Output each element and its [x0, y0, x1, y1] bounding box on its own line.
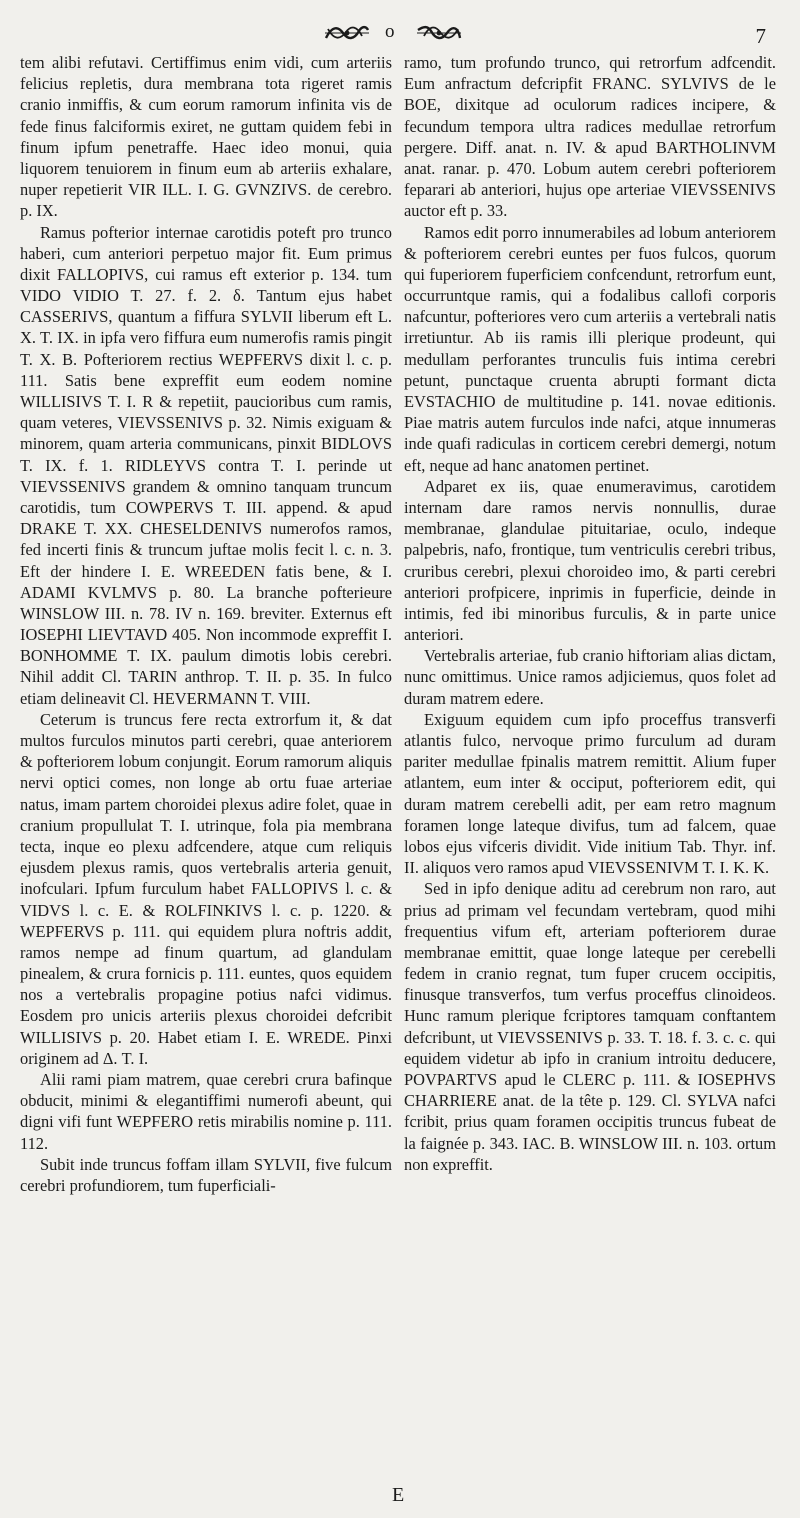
page-number: 7 [755, 24, 766, 48]
signature-mark: E [392, 1484, 405, 1506]
running-head-sigil: o [385, 21, 395, 42]
paragraph: Sed in ipfo denique aditu ad cerebrum non raro, aut prius ad primam vel fecundam vertebram, quod mihi frequentius vifum eft, arteriam pofteriorem durae membranae emittit, quae longe lateque per cerebelli fedem in cranio regnat, tum fuper crucem occipitis, finusque transverfos, tum verfus proceffus clinoideos. Hunc ramum plerique fcriptores tamquam conftantem defcribunt, ut VIEVSSENIVS p. 33. T. 18. f. 3. c. c. qui equidem videtur ab ipfo in cranium introitu deducere, POVPARTVS apud le CLERC p. 111. & IOSEPHVS CHARRIERE anat. de la tête p. 129. Cl. SYLVA nafci fcribit, prius quam foramen occipitis truncus fubeat de la faignée p. 343. IAC. B. WINSLOW III. n. 103. ortum non expreffit. [404, 879, 776, 1174]
paragraph: tem alibi refutavi. Certiffimus enim vidi, cum arteriis felicius repletis, dura membrana tota rigeret ramis cranio inmiffis, & cum eorum ramorum infinita vis de fede finus falciformis exiret, ne guttam quidem febi in finum ipfum penetraffe. Haec ideo monui, quia liquorem tenuiorem in finum eum ab arteriis exhalare, nuper repetierit VIR ILL. I. G. GVNZIVS. de cerebro. p. IX. [20, 53, 392, 221]
paragraph: Ceterum is truncus fere recta extrorfum it, & dat multos furculos minutos parti cerebri, quae anteriorem & pofteriorem lobum conjungit. Eorum ramorum aliquis nervi optici comes, non longe ab ortu fuae arteriae natus, imam partem choroidei plexus adire folet, quae in cranium propullulat T. I. utrinque, fola pia membrana tecta, inque eo plexu adfcendere, atque cum reliquis ejusdem plexus ramis, quos vertebralis arteria genuit, inofculari. Ipfum furculum habet FALLOPIVS l. c. & VIDVS l. c. E. & ROLFINKIVS l. c. p. 1220. & WEPFERVS p. 111. qui equidem plura noftris addit, ramos nempe ad finum quartum, ad glandulam pinealem, & crura fornicis p. 111. euntes, quos equidem nos a vertebralis propagine potius nafci vidimus. Eosdem pro unicis arteriis plexus choroidei defcribit WILLISIVS p. 20. Habet etiam I. E. WREDE. Pinxi originem ad Δ. T. I. [20, 709, 392, 1068]
left-column [20, 52, 392, 1196]
paragraph: Subit inde truncus foffam illam SYLVII, five fulcum cerebri profundiorem, tum fuperficiali- [20, 1154, 392, 1195]
paragraph: Vertebralis arteriae, fub cranio hiftoriam alias dictam, nunc omittimus. Unice ramos adjiciemus, quos folet ad duram matrem edere. [404, 646, 776, 708]
paragraph: Alii rami piam matrem, quae cerebri crura bafinque obducit, minimi & elegantiffimi numerofi abeunt, qui digni vifi funt WEPFERO retis mirabilis nomine p. 111. 112. [20, 1070, 392, 1153]
paragraph: Ramus pofterior internae carotidis poteft pro trunco haberi, cum anteriori perpetuo major fit. Eum primus dixit FALLOPIVS, cui ramus eft exterior p. 134. tum VIDO VIDIO T. 27. f. 2. δ. Tantum ejus habet CASSERIVS, quantum a fiffura SYLVII liberum eft L. X. T. IX. in ipfa vero fiffura eum numerofis ramis pingit T. X. B. Pofteriorem rectius WEPFERVS dixit l. c. p. 111. Satis bene expreffit eum eodem nomine WILLISIVS T. I. R & repetiit, paucioribus cum ramis, quam veteres, VIEVSSENIVS p. 32. Nimis exiguam & minorem, quam arteria communicans, pinxit BIDLOVS T. IX. f. 1. RIDLEYVS contra T. I. perinde ut VIEVSSENIVS grandem & omnino tanquam truncum carotidis, tum COWPERVS T. III. append. & apud DRAKE T. XX. CHESELDENIVS numerofos ramos, fed incerti finis & truncum juftae molis fecit l. c. n. 3. Eft der hindere I. E. WREEDEN fatis bene, & I. ADAMI KVLMVS p. 80. La branche pofterieure WINSLOW III. n. 78. IV n. 169. breviter. Externus eft IOSEPHI LIEVTAVD 405. Non incommode expreffit I. BONHOMME T. IX. paulum dimotis lobis cerebri. Nihil addit Cl. TARIN anthrop. T. II. p. 35. In fulco etiam delineavit Cl. HEVERMANN T. VIII. [20, 222, 392, 708]
right-column [404, 52, 776, 1175]
page-footer [0, 1484, 800, 1514]
paragraph: Adparet ex iis, quae enumeravimus, carotidem internam dare ramos nervis nonnullis, durae membranae, glandulae pituitariae, oculo, indeque palpebris, nafo, frontique, tum ventriculis cerebri tribus, cruribus cerebri, plexui choroideo imo, & parti cerebri anteriori profpicere, inprimis in fuperficie, deinde in intimis, fed ibi minoribus furculis, & in parte unice anteriori. [404, 476, 776, 645]
paragraph: ramo, tum profundo trunco, qui retrorfum adfcendit. Eum anfractum defcripfit FRANC. SYLVIVS de le BOE, dixitque ad oculorum radices incipere, & fecundum tempora ultra radices medullae retrorfum pergere. Diff. anat. n. IV. & apud BARTHOLINVM anat. ranar. p. 470. Lobum autem cerebri pofteriorem feparari ab anteriori, hujus ope arteriae VIEVSSENIVS auctor eft p. 33. [404, 53, 776, 221]
paragraph: Ramos edit porro innumerabiles ad lobum anteriorem & pofteriorem cerebri euntes per fuos fulcos, quorum qui fuperiorem fuperficiem confcendunt, retrorfum eunt, occurruntque ramis, qui a fodalibus callofi corporis nafcuntur, pofteriores vero cum arteriis a vertebrali natis irretiuntur. Ab iis ramis illi plerique prodeunt, qui medullam perforantes trunculis fuis intima cerebri petunt, punctaque cruenta abrupti formant dicta EVSTACHIO de multitudine p. 141. novae editionis. Piae matris autem furculos inde nafci, atque innumeras inde quafi radiculas in corticem cerebri demergi, notum eft, neque ad hanc anatomen pertinet. [404, 222, 776, 475]
running-head [0, 18, 800, 48]
paragraph: Exiguum equidem cum ipfo proceffus transverfi atlantis fulco, nervoque primo furculum ad duram pariter medullae fpinalis matrem remittit. Alium fuper atlantem, eum inter & occiput, pofteriorem edit, qui duram matrem cerebelli adit, per eam retro magnum foramen longe lateque divifus, tum ad falcem, quae lobos ejus vifceris dividit. Vide initium Tab. Thyr. inf. II. aliquos vero ramos apud VIEVSSENIVM T. I. K. K. [404, 709, 776, 878]
printer-ornament-right-icon [416, 22, 462, 44]
printer-ornament-left-icon [324, 22, 370, 44]
